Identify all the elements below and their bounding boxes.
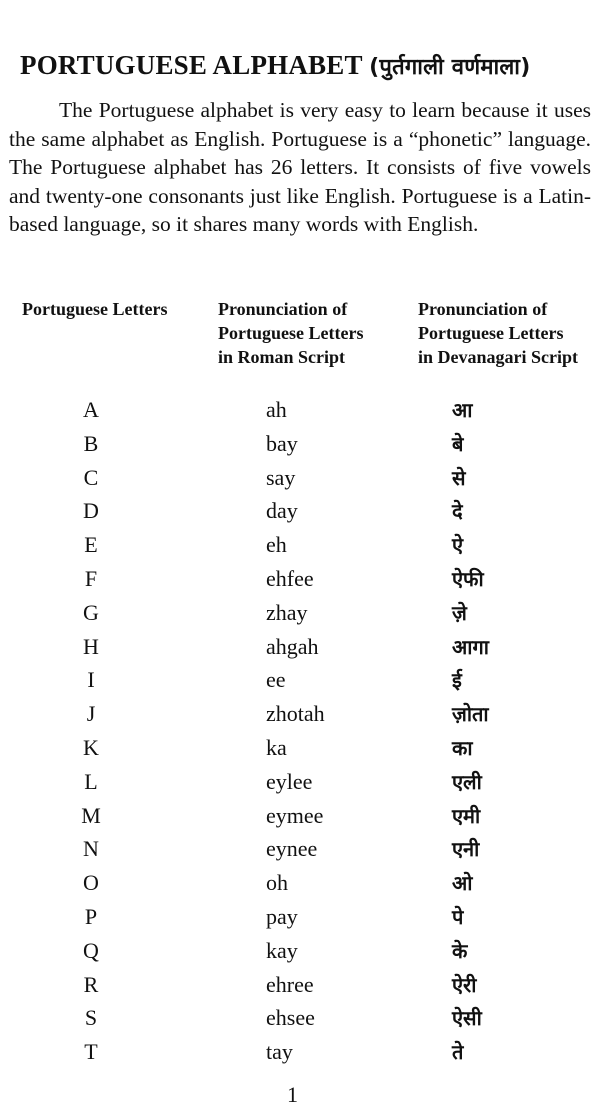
roman-pronunciation-cell: ah: [266, 397, 287, 422]
roman-pronunciation-cell: ee: [266, 667, 286, 693]
table-row: [0, 1037, 600, 1071]
roman-pronunciation-cell: tay: [266, 1039, 293, 1065]
devanagari-pronunciation-cell: से: [452, 465, 466, 490]
devanagari-pronunciation-cell: ओ: [452, 871, 473, 896]
devanagari-pronunciation-cell: ज़ोता: [452, 702, 489, 727]
table-row: [0, 598, 600, 632]
title-hindi: (पुर्तगाली वर्णमाला): [369, 55, 531, 80]
letter-cell: B: [83, 430, 99, 456]
intro-paragraph: The Portuguese alphabet is very easy to learn because it uses the same alphabet as English. Portuguese is a “phonetic” language. The Portuguese alphabet has 26 letters. It consists of five vowels and twenty-one consonants just like English. Portuguese is a Latin-based language, so it shares many words with English.: [9, 98, 591, 236]
letter-cell: T: [84, 1039, 98, 1065]
letter-cell: O: [83, 870, 99, 896]
devanagari-pronunciation-cell: ते: [452, 1040, 464, 1065]
table-header: [0, 297, 600, 372]
roman-pronunciation-cell: bay: [266, 430, 298, 456]
header-devanagari-script: Pronunciation of Portuguese Letters in Devanagari Script: [418, 299, 578, 367]
roman-pronunciation-cell: ka: [266, 734, 287, 760]
table-row: [0, 733, 600, 767]
devanagari-pronunciation-cell: दे: [452, 499, 463, 524]
devanagari-pronunciation-cell: एली: [452, 769, 482, 794]
devanagari-pronunciation-cell: एमी: [452, 803, 481, 828]
table-row: [0, 632, 600, 666]
table-row: [0, 530, 600, 564]
letter-cell: N: [83, 836, 99, 862]
alphabet-table: [0, 395, 600, 1071]
letter-cell: G: [83, 599, 99, 625]
roman-pronunciation-cell: ehfee: [266, 565, 314, 591]
table-row: [0, 801, 600, 835]
letter-cell: Q: [83, 937, 99, 963]
header-portuguese-letters: Portuguese Letters: [22, 299, 168, 319]
table-row: [0, 564, 600, 598]
page-title: [20, 50, 590, 81]
table-row: [0, 496, 600, 530]
letter-cell: J: [86, 701, 96, 727]
roman-pronunciation-cell: kay: [266, 937, 298, 963]
table-row: [0, 970, 600, 1004]
table-row: [0, 429, 600, 463]
letter-cell: R: [83, 971, 99, 997]
devanagari-pronunciation-cell: ई: [452, 668, 462, 693]
page-number: 1: [287, 1082, 298, 1107]
devanagari-pronunciation-cell: ऐफी: [452, 566, 484, 591]
table-row: [0, 834, 600, 868]
roman-pronunciation-cell: eylee: [266, 768, 313, 794]
roman-pronunciation-cell: oh: [266, 870, 288, 896]
table-row: [0, 868, 600, 902]
table-row: [0, 902, 600, 936]
letter-cell: E: [84, 532, 98, 558]
devanagari-pronunciation-cell: पे: [452, 904, 464, 929]
roman-pronunciation-cell: day: [266, 498, 298, 524]
roman-pronunciation-cell: zhay: [266, 599, 308, 625]
table-row: [0, 463, 600, 497]
roman-pronunciation-cell: zhotah: [266, 701, 325, 727]
roman-pronunciation-cell: eymee: [266, 802, 324, 828]
devanagari-pronunciation-cell: का: [452, 735, 473, 760]
roman-pronunciation-cell: pay: [266, 903, 298, 929]
devanagari-pronunciation-cell: के: [452, 938, 468, 963]
table-row: [0, 1003, 600, 1037]
roman-pronunciation-cell: ahgah: [266, 633, 319, 659]
devanagari-pronunciation-cell: आ: [452, 398, 473, 422]
letter-cell: L: [84, 768, 98, 794]
roman-pronunciation-cell: eh: [266, 532, 287, 558]
devanagari-pronunciation-cell: ऐसी: [452, 1006, 482, 1031]
devanagari-pronunciation-cell: ऐरी: [452, 972, 477, 997]
table-row: [0, 395, 600, 429]
table-row: [0, 699, 600, 733]
letter-cell: S: [84, 1005, 98, 1031]
letter-cell: A: [83, 397, 99, 422]
table-row: [0, 936, 600, 970]
roman-pronunciation-cell: eynee: [266, 836, 318, 862]
letter-cell: C: [83, 464, 99, 490]
devanagari-pronunciation-cell: ऐ: [452, 533, 464, 558]
letter-cell: P: [84, 903, 98, 929]
title-english: PORTUGUESE ALPHABET: [20, 50, 363, 80]
letter-cell: F: [84, 565, 98, 591]
header-roman-script: Pronunciation of Portuguese Letters in Roman Script: [218, 299, 364, 367]
letter-cell: I: [87, 667, 95, 693]
letter-cell: K: [83, 734, 99, 760]
table-row: [0, 665, 600, 699]
letter-cell: H: [83, 633, 99, 659]
roman-pronunciation-cell: ehsee: [266, 1005, 315, 1031]
roman-pronunciation-cell: ehree: [266, 971, 314, 997]
devanagari-pronunciation-cell: आगा: [452, 634, 489, 659]
letter-cell: D: [83, 498, 99, 524]
devanagari-pronunciation-cell: ज़े: [452, 600, 467, 625]
table-row: [0, 767, 600, 801]
letter-cell: M: [81, 802, 101, 828]
roman-pronunciation-cell: say: [266, 464, 296, 490]
devanagari-pronunciation-cell: बे: [452, 431, 464, 456]
devanagari-pronunciation-cell: एनी: [452, 837, 480, 862]
